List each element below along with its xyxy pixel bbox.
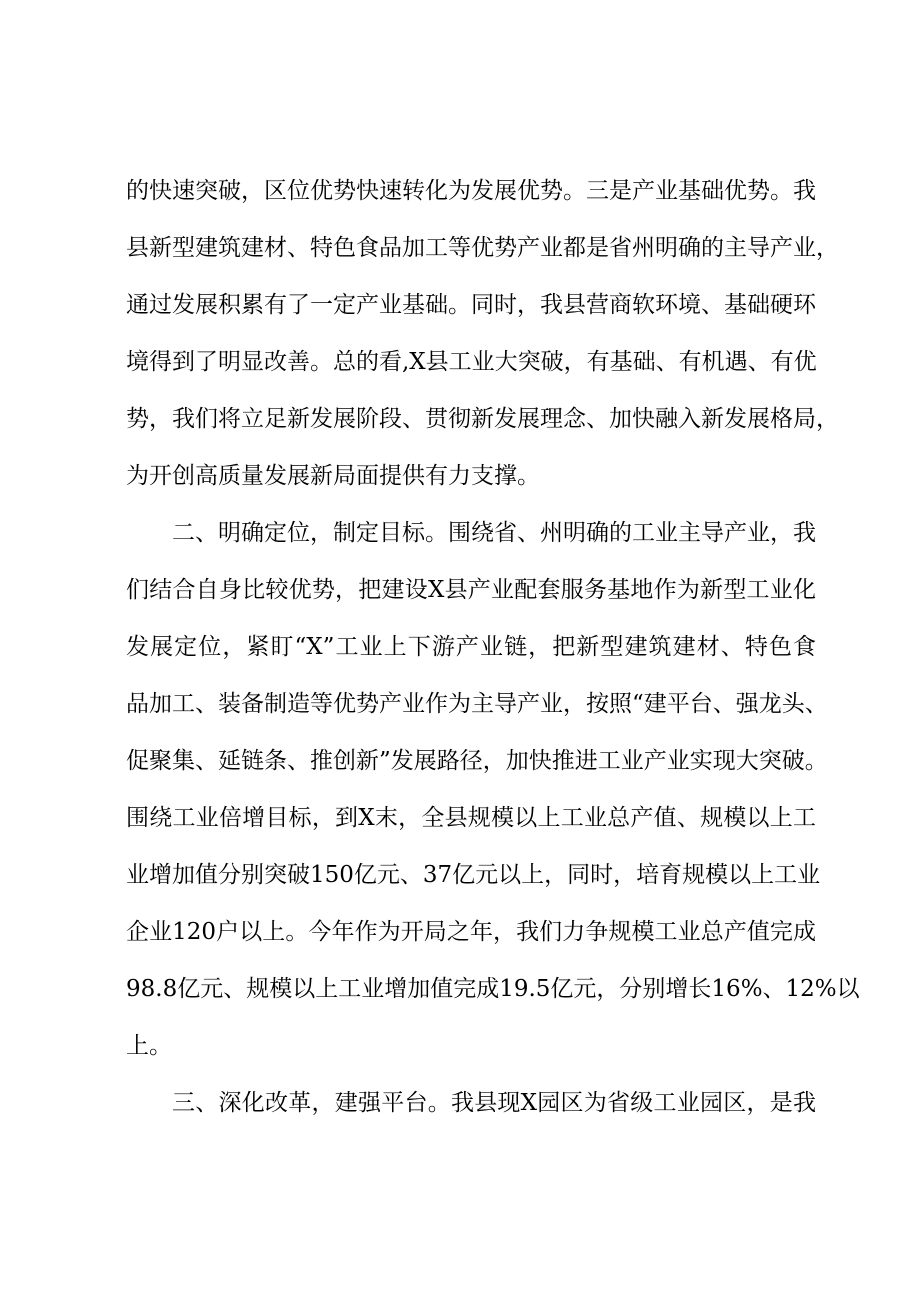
- text-line: 通过发展积累有了一定产业基础。同时，我县营商软环境、基础硬环: [126, 292, 816, 318]
- text-line: 围绕工业倍增目标，到X末，全县规模以上工业总产值、规模以上工: [126, 805, 816, 831]
- text-line: 三、深化改革，建强平台。我县现X园区为省级工业园区，是我: [172, 1090, 816, 1116]
- document-body: [126, 163, 860, 1132]
- text-line: 的快速突破，区位优势快速转化为发展优势。三是产业基础优势。我: [126, 178, 816, 204]
- text-line: 发展定位，紧盯“X”工业上下游产业链，把新型建筑建材、特色食: [126, 634, 816, 660]
- text-line: 上。: [126, 1033, 172, 1059]
- paragraph-3: [126, 1075, 816, 1132]
- text-line: 企业120户以上。今年作为开局之年，我们力争规模工业总产值完成: [126, 919, 816, 945]
- text-line: 业增加值分别突破150亿元、37亿元以上，同时，培育规模以上工业: [126, 862, 821, 888]
- text-line: 势，我们将立足新发展阶段、贯彻新发展理念、加快融入新发展格局，: [126, 406, 839, 432]
- text-line: 98.8亿元、规模以上工业增加值完成19.5亿元，分别增长16%、12%以: [126, 976, 860, 1002]
- paragraph-1: [126, 163, 839, 505]
- text-line: 们结合自身比较优势，把建设X县产业配套服务基地作为新型工业化: [126, 577, 816, 603]
- text-line: 为开创高质量发展新局面提供有力支撑。: [126, 463, 540, 489]
- text-line: 境得到了明显改善。总的看,X县工业大突破，有基础、有机遇、有优: [126, 349, 817, 375]
- text-line: 品加工、装备制造等优势产业作为主导产业，按照“建平台、强龙头、: [126, 691, 828, 717]
- text-line: 促聚集、延链条、推创新”发展路径，加快推进工业产业实现大突破。: [126, 748, 828, 774]
- paragraph-2: [126, 505, 860, 1075]
- text-line: 县新型建筑建材、特色食品加工等优势产业都是省州明确的主导产业，: [126, 235, 839, 261]
- text-line: 二、明确定位，制定目标。围绕省、州明确的工业主导产业，我: [172, 520, 816, 546]
